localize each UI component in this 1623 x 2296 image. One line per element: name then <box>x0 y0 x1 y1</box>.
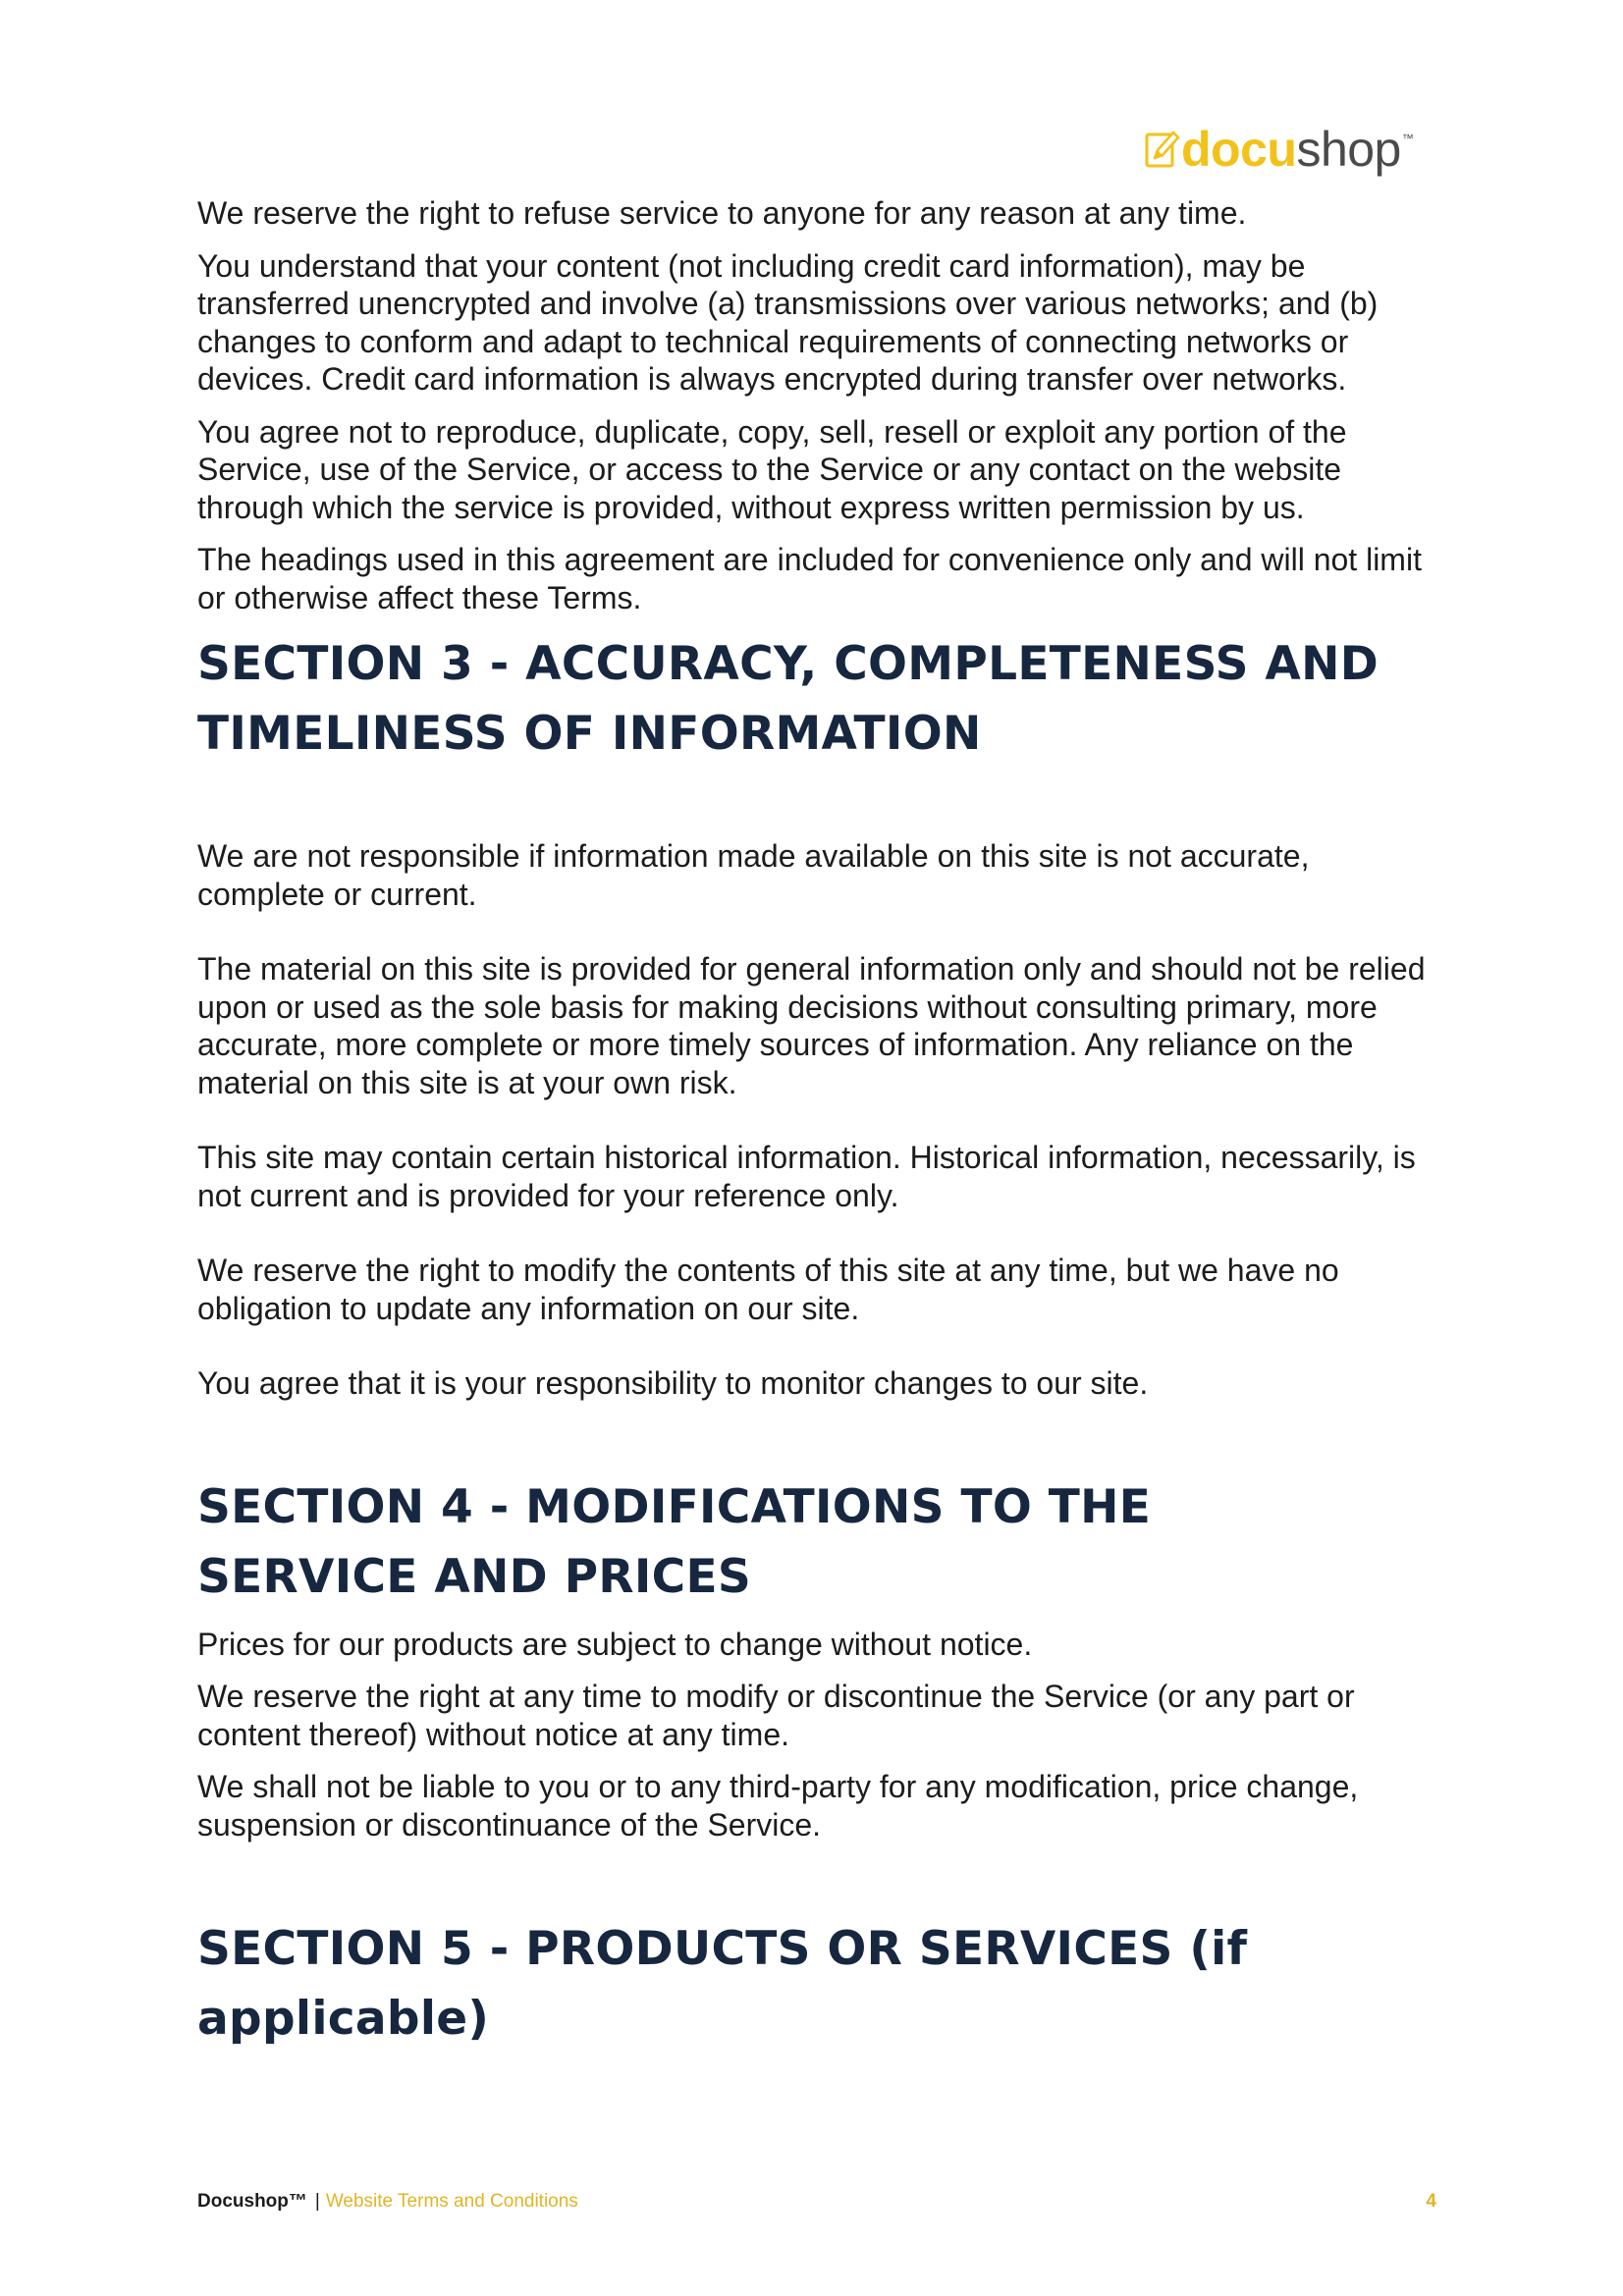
page-number: 4 <box>1426 2191 1436 2212</box>
paragraph-no-reproduce: You agree not to reproduce, duplicate, copy, sell, resell or exploit any portion of the Service, use of the Service, or access to the Service or any contact on the website through which the service is provided, without express written permission by us. <box>197 413 1347 525</box>
section-3-heading: SECTION 3 - ACCURACY, COMPLETENESS AND TIMELINESS OF INFORMATION <box>197 637 1380 761</box>
section-3-paragraph-4: We reserve the right to modify the contents of this site at any time, but we have no obligation to update any information on our site. <box>197 1253 1339 1326</box>
section-3-paragraph-3: This site may contain certain historical information. Historical information, necessarily, is not current and is provided for your reference only. <box>197 1140 1416 1213</box>
logo-word-shop: shop <box>1296 122 1401 177</box>
section-3-paragraph-5: You agree that it is your responsibility to monitor changes to our site. <box>197 1365 1149 1401</box>
section-4-paragraph-2: We reserve the right at any time to modify or discontinue the Service (or any part or content thereof) without notice at any time. <box>197 1679 1355 1752</box>
paragraph-content-transfer: You understand that your content (not including credit card information), may be transferred unencrypted and involve (a) transmissions over various networks; and (b) changes to conform and adapt to technical requirements of connecting networks or devices. Credit card information is always encrypted during transfer over networks. <box>197 247 1379 397</box>
page-footer <box>197 2191 1436 2213</box>
footer-separator: | <box>314 2191 320 2212</box>
docushop-logo <box>1144 122 1413 177</box>
pencil-document-icon <box>1144 129 1181 170</box>
section-3-paragraph-2: The material on this site is provided for general information only and should not be relied upon or used as the sole basis for making decisions without consulting primary, more accurate, more complete or more timely sources of information. Any reliance on the material on this site is at your own risk. <box>197 951 1426 1100</box>
section-3-paragraph-1: We are not responsible if information made available on this site is not accurate, complete or current. <box>197 838 1310 912</box>
section-4-heading: SECTION 4 - MODIFICATIONS TO THE SERVICE AND PRICES <box>197 1479 1152 1604</box>
footer-left <box>197 2191 578 2213</box>
logo-wordmark <box>1181 122 1414 177</box>
footer-document-title: Website Terms and Conditions <box>325 2191 578 2212</box>
section-4-paragraph-1: Prices for our products are subject to change without notice. <box>197 1626 1033 1662</box>
logo-trademark: ™ <box>1401 132 1414 145</box>
section-5-heading: SECTION 5 - PRODUCTS OR SERVICES (if applicable) <box>197 1922 1248 2046</box>
paragraph-headings: The headings used in this agreement are included for convenience only and will not limit or otherwise affect these Terms. <box>197 542 1422 615</box>
paragraph-refuse-service: We reserve the right to refuse service to anyone for any reason at any time. <box>197 195 1247 231</box>
footer-brand: Docushop™ <box>197 2191 307 2212</box>
logo-word-docu: docu <box>1181 122 1297 177</box>
section-4-paragraph-3: We shall not be liable to you or to any third-party for any modification, price change, suspension or discontinuance of the Service. <box>197 1769 1359 1842</box>
document-body <box>197 194 1444 2054</box>
